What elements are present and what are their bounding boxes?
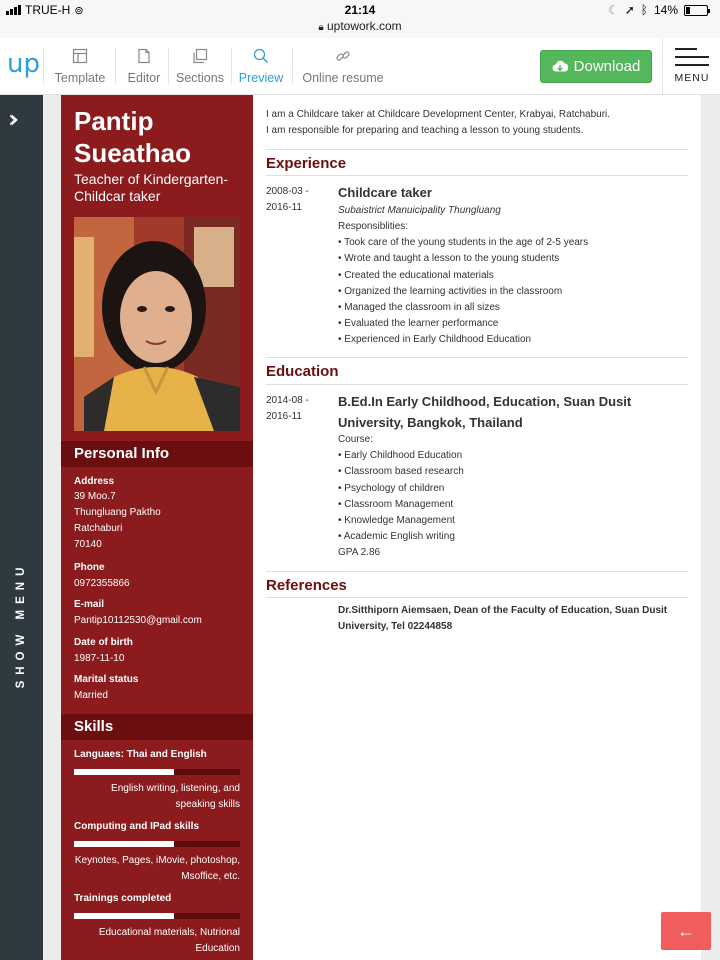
resume-sidebar [61,95,253,960]
gpa: GPA 2.86 [338,547,381,559]
date-start: 2008-03 - [266,186,309,197]
menu-label: MENU [674,72,710,84]
show-menu-panel[interactable] [0,95,43,960]
address-bar[interactable] [0,19,720,33]
marital-value: Married [74,690,108,701]
address-line: Thungluang Paktho [74,507,161,518]
skill-description: Educational materials, Nutrional Education [98,927,240,954]
show-menu-label[interactable]: SHOW MENU [15,561,27,689]
responsibilities-list [338,219,688,349]
personal-info-heading: Personal Info [61,441,253,467]
experience-dates [266,184,326,216]
profile-photo [74,217,240,431]
job-title: Teacher of Kindergarten-Childcar taker [74,171,229,204]
tab-template[interactable] [50,48,110,88]
skill-level-bar [74,769,240,775]
list-item: • Took care of the young students in the age of 2-5 years [338,237,589,249]
course-list [338,432,688,562]
divider [266,597,688,598]
address-label: Address [74,476,115,487]
list-item: • Early Childhood Education [338,450,463,462]
logo[interactable]: up [7,49,40,79]
tab-online-resume[interactable] [300,48,386,88]
dob-label: Date of birth [74,637,133,648]
wifi-icon: ⊚ [74,4,84,17]
skill-level-fill [74,841,174,847]
references-heading: References [266,577,347,594]
arrow-left-icon: ← [677,921,695,941]
list-item: • Wrote and taught a lesson to the young students [338,253,560,265]
list-item: • Knowledge Management [338,515,455,527]
list-item: • Organized the learning activities in the classroom [338,285,563,297]
summary-line: I am a Childcare taker at Childcare Development Center, Krabyai, Ratchaburi. [266,109,611,120]
marital-label: Marital status [74,674,139,685]
list-item: • Managed the classroom in all sizes [338,302,500,314]
address-line: 39 Moo.7 [74,491,116,502]
back-button[interactable] [661,912,711,950]
resume-page [61,95,701,960]
skill-name: Languaes: Thai and English [74,749,207,760]
responsibilities-label: Responsiblities: [338,221,409,232]
battery-percent: 14% [653,3,678,17]
download-label: Download [573,58,641,75]
skill-name: Computing and IPad skills [74,821,200,832]
tab-preview[interactable] [234,48,288,88]
skill-level-fill [74,769,174,775]
tab-online-resume-label: Online resume [302,71,384,85]
cloud-download-icon [552,60,568,74]
divider [266,175,688,176]
battery-icon [684,5,708,16]
address-line: Ratchaburi [74,523,123,534]
profile-summary [266,107,686,139]
moon-icon: ☾ [607,3,619,17]
skills-heading: Skills [61,714,253,740]
status-bar [0,0,720,38]
list-item: • Evaluated the learner performance [338,318,499,330]
divider [266,571,688,572]
url-text: uptowork.com [326,19,402,33]
dob-value: 1987-11-10 [74,653,125,664]
reference-entry: Dr.Sitthiporn Aiemsaen, Dean of the Faculty of Education, Suan Dusit University, Tel 02244858 [338,605,668,632]
course-label: Course: [338,434,374,445]
address-line: 70140 [74,539,102,550]
skill-description: English writing, listening, and speaking skills [111,783,240,810]
tab-editor[interactable] [120,48,168,88]
date-start: 2014-08 - [266,395,309,406]
email-value: Pantip10112530@gmail.com [74,615,202,626]
last-name: Sueathao [74,138,192,168]
divider [266,149,688,150]
menu-button[interactable] [662,38,720,95]
divider [266,357,688,358]
hamburger-icon [675,48,697,72]
list-item: • Psychology of children [338,482,445,494]
first-name: Pantip [74,106,154,136]
clock: 21:14 [344,3,376,17]
tab-preview-label: Preview [238,71,284,85]
double-chevron-right-icon[interactable]: ›› [8,105,12,133]
tab-editor-label: Editor [127,71,161,85]
education-heading: Education [266,363,339,380]
tab-sections[interactable] [172,48,228,88]
divider [266,384,688,385]
experience-role: Childcare taker [338,185,432,200]
search-icon [234,48,288,66]
skill-level-bar [74,841,240,847]
email-label: E-mail [74,599,105,610]
status-icons [608,3,708,17]
education-dates [266,393,326,425]
skill-level-fill [74,913,174,919]
experience-heading: Experience [266,155,347,172]
list-item: • Classroom Management [338,498,454,510]
experience-company: Subaistrict Manuicipality Thungluang [338,205,501,216]
lock-icon: 🔒︎ [318,22,324,33]
link-icon [300,48,386,66]
location-icon: ➚ [624,3,635,17]
bluetooth-icon: ᛒ [640,3,648,17]
document-icon [120,48,168,66]
app-toolbar [0,38,720,95]
education-degree: B.Ed.In Early Childhood, Education, Suan Dusit University, Bangkok, Thailand [338,394,632,430]
tab-template-label: Template [54,71,106,85]
summary-line: I am responsible for preparing and teaching a lesson to young students. [266,125,584,136]
phone-value: 0972355866 [74,578,130,589]
address-value [74,489,161,553]
list-item: • Classroom based research [338,466,464,478]
carrier-name: TRUE-H [25,3,71,17]
copy-icon [172,48,228,66]
list-item: • Experienced in Early Childhood Education [338,334,532,346]
date-end: 2016-11 [266,202,302,213]
skill-name: Trainings completed [74,893,172,904]
candidate-name [74,105,191,169]
list-item: • Academic English writing [338,531,455,543]
layout-icon [50,48,110,66]
skill-level-bar [74,913,240,919]
skill-description: Keynotes, Pages, iMovie, photoshop, Msoffice, etc. [74,855,240,882]
list-item: • Created the educational materials [338,269,494,281]
tab-sections-label: Sections [176,71,224,85]
download-button[interactable] [540,50,652,83]
date-end: 2016-11 [266,411,302,422]
phone-label: Phone [74,562,105,573]
